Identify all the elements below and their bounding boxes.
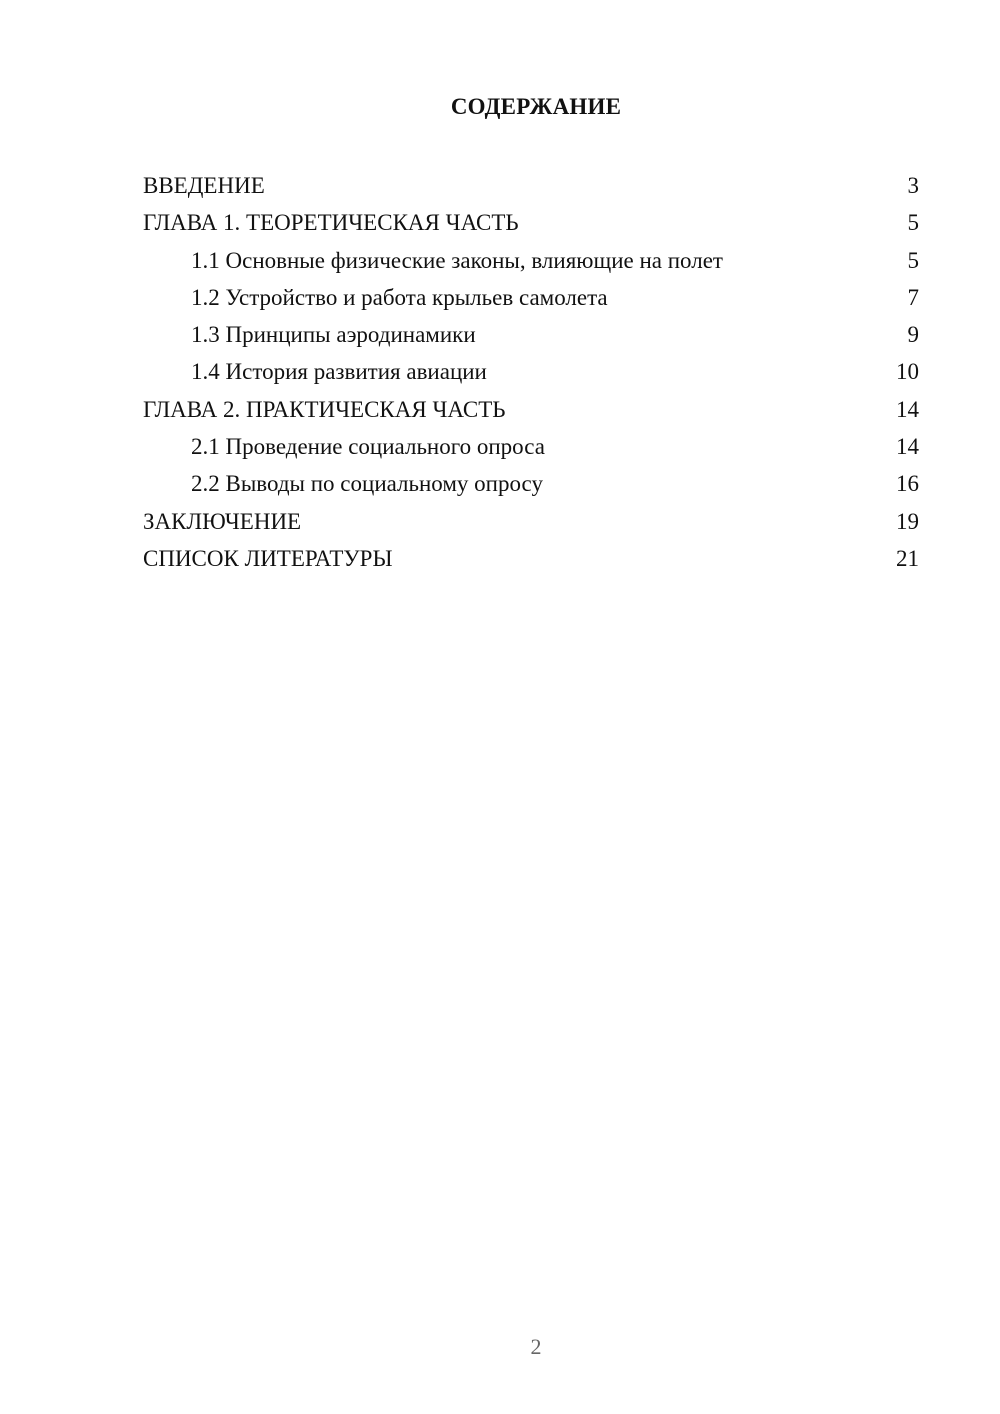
toc-entry-label: 1.3 Принципы аэродинамики [191,322,476,348]
toc-entry-page: 5 [907,247,919,273]
toc-entry-page: 14 [896,434,919,460]
toc-entry-label: ГЛАВА 2. ПРАКТИЧЕСКАЯ ЧАСТЬ [143,396,506,422]
toc-entry-label: 2.2 Выводы по социальному опросу [191,471,543,497]
toc-entry-section-1-3[interactable] [143,316,919,353]
table-of-contents [143,167,919,577]
toc-entry-chapter-1[interactable] [143,204,919,241]
toc-entry-page: 9 [907,322,919,348]
toc-entry-page: 5 [907,210,919,236]
toc-entry-page: 3 [907,173,919,198]
toc-entry-page: 19 [896,508,919,534]
toc-entry-section-2-1[interactable] [143,428,919,465]
toc-entry-page: 7 [907,284,919,310]
toc-entry-page: 14 [896,396,919,422]
toc-entry-label: 1.1 Основные физические законы, влияющие на полет [191,247,723,273]
toc-entry-label: ВВЕДЕНИЕ [143,173,265,198]
toc-entry-conclusion[interactable] [143,503,919,540]
page-title: СОДЕРЖАНИЕ [450,94,622,119]
toc-entry-introduction[interactable] [143,167,919,204]
toc-entry-label: СПИСОК ЛИТЕРАТУРЫ [143,545,393,571]
toc-entry-label: 2.1 Проведение социального опроса [191,434,545,460]
toc-entry-page: 10 [896,359,919,385]
page-number: 2 [530,1334,542,1359]
toc-entry-label: ГЛАВА 1. ТЕОРЕТИЧЕСКАЯ ЧАСТЬ [143,210,519,236]
toc-entry-section-1-4[interactable] [143,353,919,390]
toc-entry-label: 1.2 Устройство и работа крыльев самолета [191,284,608,310]
toc-entry-label: 1.4 История развития авиации [191,359,487,385]
toc-entry-page: 21 [896,545,919,571]
toc-entry-references[interactable] [143,540,919,577]
toc-entry-section-1-1[interactable] [143,242,919,279]
toc-entry-chapter-2[interactable] [143,391,919,428]
toc-entry-section-2-2[interactable] [143,465,919,502]
toc-entry-section-1-2[interactable] [143,279,919,316]
toc-entry-page: 16 [896,471,919,497]
toc-entry-label: ЗАКЛЮЧЕНИЕ [143,508,302,534]
